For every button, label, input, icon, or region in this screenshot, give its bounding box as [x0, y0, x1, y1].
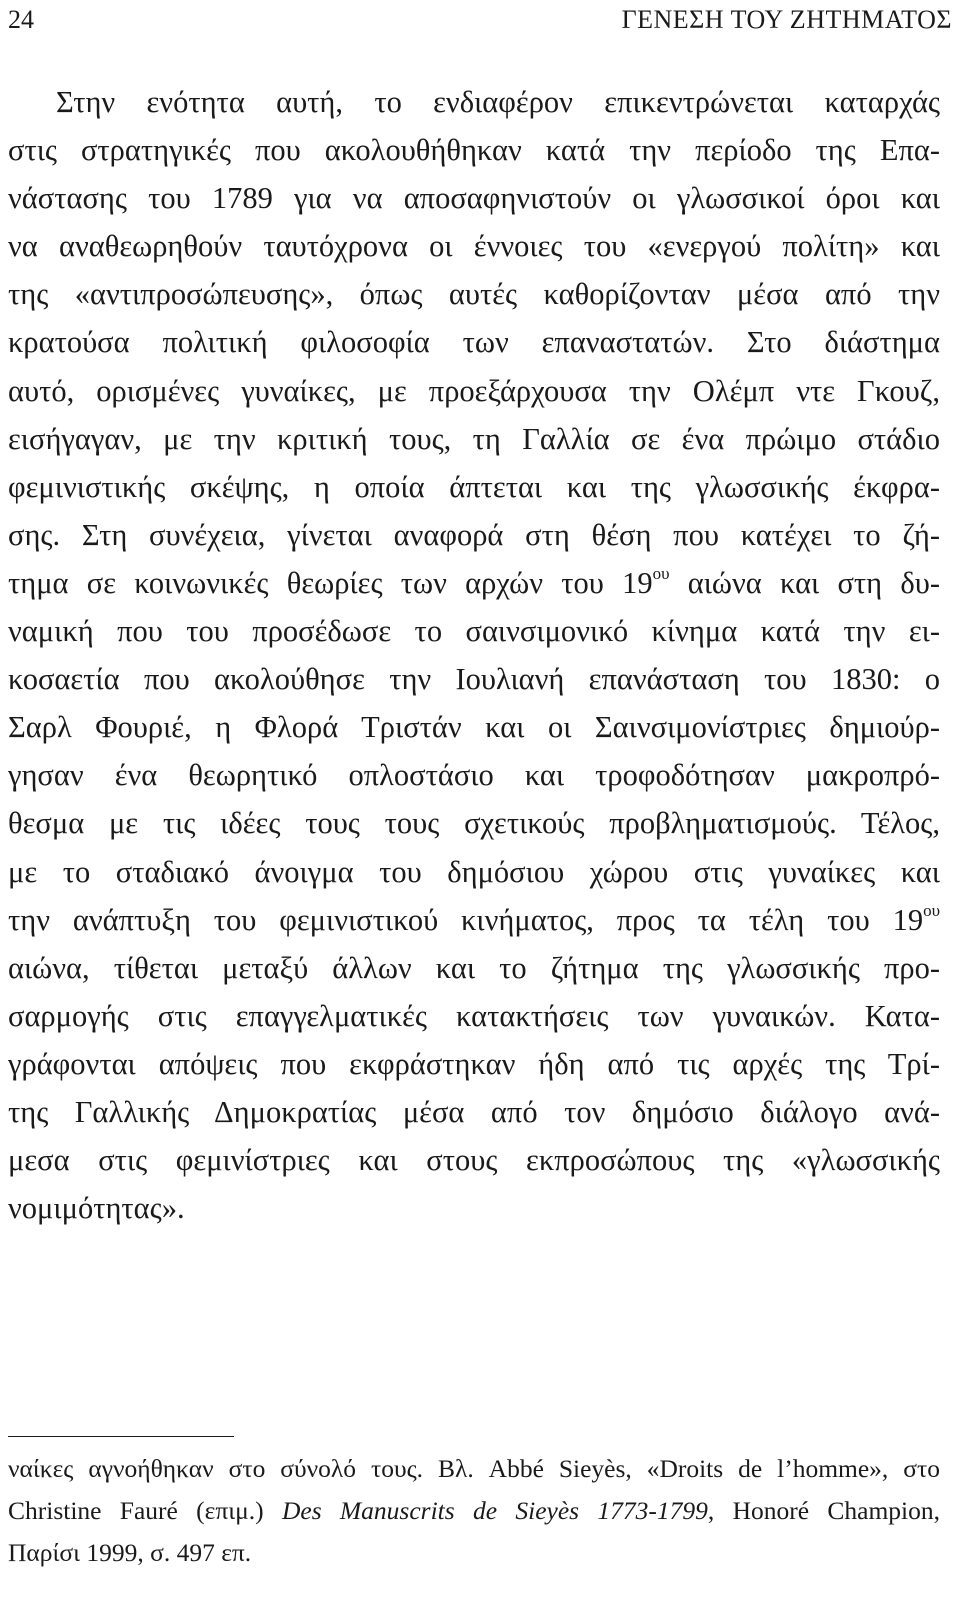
text-line: της «αντιπροσώπευσης», όπως αυτές καθορίζονταν μέσα από την — [8, 277, 940, 312]
text-line: εισήγαγαν, με την κριτική τους, τη Γαλλία σε ένα πρώιμο στάδιο — [8, 421, 940, 456]
text-line: νάστασης του 1789 για να αποσαφηνιστούν οι γλωσσικοί όροι και — [8, 181, 940, 216]
text-line: Σαρλ Φουριέ, η Φλορά Τριστάν και οι Σαινσιμονίστριες δημιούρ- — [8, 710, 940, 745]
footnote-segment: Christine Fauré (επιμ.) — [8, 1496, 282, 1525]
text-line: σαρμογής στις επαγγελματικές κατακτήσεις των γυναικών. Κατα- — [8, 998, 940, 1033]
page-number: 24 — [8, 5, 34, 34]
text-segment: τημα σε κοινωνικές θεωρίες των αρχών του 19 — [8, 565, 653, 600]
text-line: νομιμότητας». — [8, 1191, 185, 1226]
footnote-segment: , Honoré Champion, — [707, 1496, 940, 1525]
superscript: ου — [923, 900, 940, 920]
footnote-separator — [8, 1436, 234, 1437]
superscript: ου — [652, 563, 670, 583]
text-line — [8, 896, 940, 944]
text-line: γράφονται απόψεις που εκφράστηκαν ήδη από τις αρχές της Τρί- — [8, 1046, 940, 1081]
text-segment: αιώνα και στη δυ- — [669, 565, 940, 600]
footnote — [8, 1448, 940, 1574]
text-line: Στην ενότητα αυτή, το ενδιαφέρον επικεντρώνεται καταρχάς — [56, 85, 940, 119]
book-title: Des Manuscrits de Sieyès 1773-1799 — [281, 1496, 708, 1525]
text-line: αιώνα, τίθεται μεταξύ άλλων και το ζήτημα της γλωσσικής προ- — [8, 950, 940, 985]
footnote-line: ναίκες αγνοήθηκαν στο σύνολό τους. Βλ. Abbé Sieyès, «Droits de l’homme», στο — [8, 1454, 940, 1483]
text-line: γησαν ένα θεωρητικό οπλοστάσιο και τροφοδότησαν μακροπρό- — [8, 758, 940, 793]
text-line: με το σταδιακό άνοιγμα του δημόσιου χώρου στις γυναίκες και — [8, 854, 940, 889]
running-title: ΓΕΝΕΣΗ ΤΟΥ ΖΗΤΗΜΑΤΟΣ — [621, 5, 952, 34]
text-line: να αναθεωρηθούν ταυτόχρονα οι έννοιες του «ενεργού πολίτη» και — [8, 229, 940, 264]
footnote-line — [8, 1490, 940, 1532]
text-line: κοσαετία που ακολούθησε την Ιουλιανή επανάσταση του 1830: ο — [8, 662, 940, 697]
text-line: φεμινιστικής σκέψης, η οποία άπτεται και της γλωσσικής έκφρα- — [8, 469, 940, 504]
text-line: σης. Στη συνέχεια, γίνεται αναφορά στη θέση που κατέχει το ζή- — [8, 517, 940, 552]
text-line: ναμική που του προσέδωσε το σαινσιμονικό κίνημα κατά την ει- — [8, 614, 940, 649]
main-paragraph — [8, 78, 940, 1232]
text-line: της Γαλλικής Δημοκρατίας μέσα από τον δημόσιο διάλογο ανά- — [8, 1094, 940, 1129]
text-line: στις στρατηγικές που ακολουθήθηκαν κατά την περίοδο της Επα- — [8, 133, 940, 168]
text-line: θεσμα με τις ιδέες τους τους σχετικούς προβληματισμούς. Τέλος, — [8, 806, 940, 841]
footnote-line: Παρίσι 1999, σ. 497 επ. — [8, 1538, 252, 1567]
running-header — [8, 2, 952, 42]
text-line: μεσα στις φεμινίστριες και στους εκπροσώπους της «γλωσσικής — [8, 1143, 940, 1178]
text-line — [8, 559, 940, 607]
text-line: κρατούσα πολιτική φιλοσοφία των επαναστατών. Στο διάστημα — [8, 325, 940, 360]
text-segment: την ανάπτυξη του φεμινιστικού κινήματος, προς τα τέλη του 19 — [8, 902, 924, 937]
text-line: αυτό, ορισμένες γυναίκες, με προεξάρχουσα την Ολέμπ ντε Γκουζ, — [8, 373, 940, 408]
